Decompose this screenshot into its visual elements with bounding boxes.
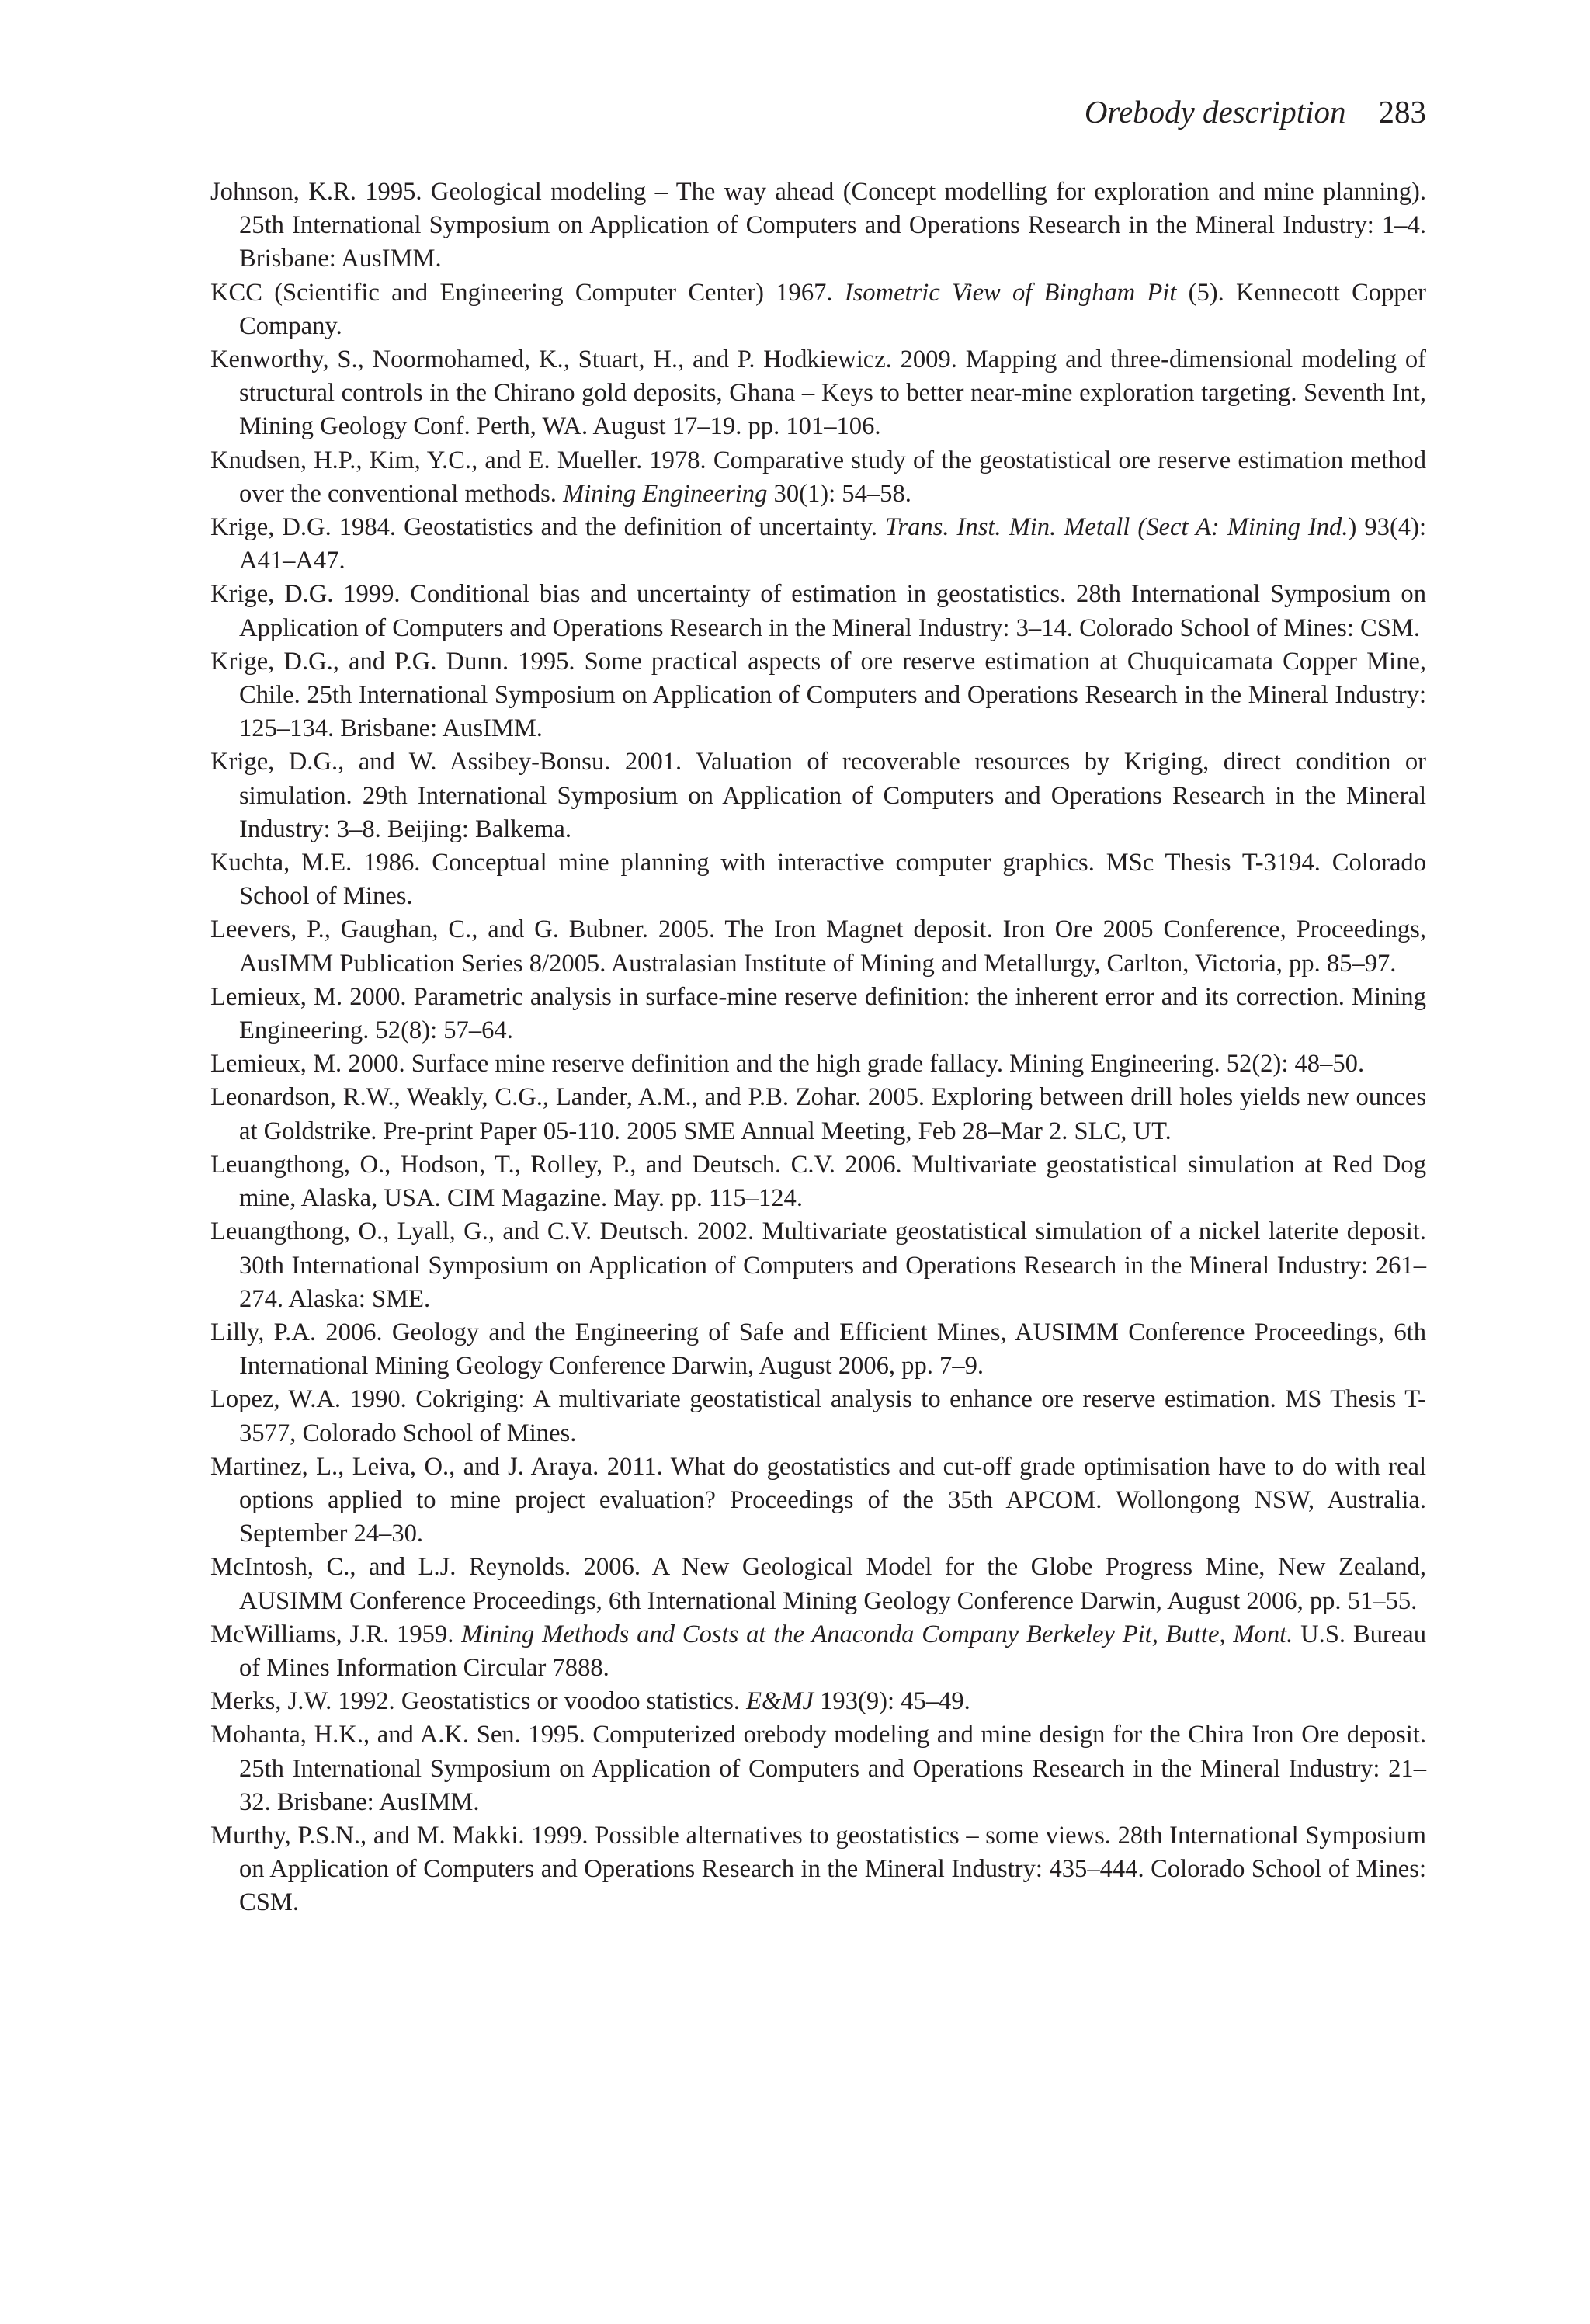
reference-italic-title: Mining Methods and Costs at the Anaconda Company Berkeley Pit, Butte, Mont. <box>461 1620 1293 1648</box>
reference-italic-title: E&MJ <box>746 1687 814 1716</box>
reference-text: Martinez, L., Leiva, O., and J. Araya. 2011. What do geostatistics and cut-off grade optimisation have to do with real options applied to mine project evaluation? Proceedings of the 35th APCOM. Wollongong NSW, Australia. September 24–30. <box>210 1452 1426 1548</box>
reference-text: Krige, D.G., and W. Assibey-Bonsu. 2001. Valuation of recoverable resources by Kriging, direct condition or simulation. 29th International Symposium on Application of Computers and Operations Research in the Mineral Industry: 3–8. Beijing: Balkema. <box>210 748 1426 843</box>
reference-text: KCC (Scientific and Engineering Computer Center) 1967. <box>210 278 845 307</box>
reference-text: Mohanta, H.K., and A.K. Sen. 1995. Computerized orebody modeling and mine design for the Chira Iron Ore deposit. 25th International Symposium on Application of Computers and Operations Research in the Mineral Industry: 21–32. Brisbane: AusIMM. <box>210 1721 1426 1816</box>
reference-entry <box>210 745 1426 846</box>
reference-entry <box>210 1819 1426 1920</box>
reference-entry <box>210 444 1426 511</box>
reference-text: Lilly, P.A. 2006. Geology and the Engineering of Safe and Efficient Mines, AUSIMM Conference Proceedings, 6th International Mining Geology Conference Darwin, August 2006, pp. 7–9. <box>210 1318 1426 1381</box>
reference-text: U.S. Bureau of Mines Information Circular 7888. <box>239 1620 1426 1682</box>
reference-text: Leuangthong, O., Hodson, T., Rolley, P., and Deutsch. C.V. 2006. Multivariate geostatistical simulation at Red Dog mine, Alaska, USA. CIM Magazine. May. pp. 115–124. <box>210 1150 1426 1213</box>
reference-entry <box>210 276 1426 343</box>
reference-text: Krige, D.G. 1984. Geostatistics and the definition of uncertainty. <box>210 513 886 542</box>
reference-entry <box>210 1718 1426 1819</box>
reference-entry <box>210 1685 1426 1718</box>
reference-entry <box>210 1148 1426 1215</box>
reference-entry <box>210 981 1426 1047</box>
reference-entry <box>210 1618 1426 1685</box>
reference-list <box>210 175 1426 1920</box>
reference-text: McIntosh, C., and L.J. Reynolds. 2006. A New Geological Model for the Globe Progress Mine, New Zealand, AUSIMM Conference Proceedings, 6th International Mining Geology Conference Darwin, August 2006, pp. 51–55. <box>210 1553 1426 1615</box>
reference-entry <box>210 1316 1426 1383</box>
reference-text: (5). Kennecott Copper Company. <box>239 278 1426 340</box>
reference-entry <box>210 1081 1426 1148</box>
reference-entry <box>210 578 1426 644</box>
reference-text: Johnson, K.R. 1995. Geological modeling – The way ahead (Concept modelling for exploration and mine planning). 25th International Symposium on Application of Computers and Operations Research in the Mineral Industry: 1–4. Brisbane: AusIMM. <box>210 178 1426 273</box>
reference-text: 193(9): 45–49. <box>813 1687 970 1716</box>
reference-text: Leonardson, R.W., Weakly, C.G., Lander, A.M., and P.B. Zohar. 2005. Exploring between drill holes yields new ounces at Goldstrike. Pre-print Paper 05-110. 2005 SME Annual Meeting, Feb 28–Mar 2. SLC, UT. <box>210 1083 1426 1145</box>
reference-entry <box>210 343 1426 444</box>
reference-entry <box>210 645 1426 746</box>
reference-text: ) 93(4): A41–A47. <box>239 513 1426 575</box>
reference-entry <box>210 175 1426 276</box>
reference-entry <box>210 1450 1426 1551</box>
reference-text: Leuangthong, O., Lyall, G., and C.V. Deutsch. 2002. Multivariate geostatistical simulation of a nickel laterite deposit. 30th International Symposium on Application of Computers and Operations Research in the Mineral Industry: 261–274. Alaska: SME. <box>210 1218 1426 1313</box>
reference-text: Kuchta, M.E. 1986. Conceptual mine planning with interactive computer graphics. MSc Thesis T-3194. Colorado School of Mines. <box>210 849 1426 911</box>
reference-text: Knudsen, H.P., Kim, Y.C., and E. Mueller. 1978. Comparative study of the geostatistical ore reserve estimation method over the conventional methods. <box>210 446 1426 508</box>
reference-entry <box>210 1215 1426 1316</box>
reference-text: Krige, D.G., and P.G. Dunn. 1995. Some practical aspects of ore reserve estimation at Chuquicamata Copper Mine, Chile. 25th International Symposium on Application of Computers and Operations Research in the Mineral Industry: 125–134. Brisbane: AusIMM. <box>210 647 1426 743</box>
reference-entry <box>210 1551 1426 1617</box>
reference-text: Merks, J.W. 1992. Geostatistics or voodoo statistics. <box>210 1687 747 1716</box>
reference-text: 30(1): 54–58. <box>767 479 911 508</box>
reference-entry <box>210 1383 1426 1450</box>
reference-text: Murthy, P.S.N., and M. Makki. 1999. Possible alternatives to geostatistics – some views. 28th International Symposium on Application of Computers and Operations Research in the Mineral Industry: 435–444. Colorado School of Mines: CSM. <box>210 1821 1426 1917</box>
page-number: 283 <box>1378 94 1426 130</box>
reference-text: Kenworthy, S., Noormohamed, K., Stuart, H., and P. Hodkiewicz. 2009. Mapping and three-dimensional modeling of structural controls in the Chirano gold deposits, Ghana – Keys to better near-mine exploration targeting. Seventh Int, Mining Geology Conf. Perth, WA. August 17–19. pp. 101–106. <box>210 346 1426 441</box>
reference-entry <box>210 511 1426 578</box>
reference-italic-title: Mining Engineering <box>563 479 768 508</box>
reference-text: Lemieux, M. 2000. Parametric analysis in surface-mine reserve definition: the inherent error and its correction. Mining Engineering. 52(8): 57–64. <box>210 982 1426 1045</box>
running-head <box>1085 92 1426 132</box>
reference-text: Lemieux, M. 2000. Surface mine reserve definition and the high grade fallacy. Mining Engineering. 52(2): 48–50. <box>210 1050 1365 1079</box>
reference-text: McWilliams, J.R. 1959. <box>210 1620 462 1648</box>
reference-italic-title: Isometric View of Bingham Pit <box>844 278 1177 307</box>
reference-entry <box>210 913 1426 980</box>
reference-italic-title: Trans. Inst. Min. Metall (Sect A: Mining Ind. <box>885 513 1349 542</box>
reference-entry <box>210 1047 1426 1081</box>
running-title: Orebody description <box>1084 94 1346 130</box>
reference-text: Lopez, W.A. 1990. Cokriging: A multivariate geostatistical analysis to enhance ore reserve estimation. MS Thesis T-3577, Colorado School of Mines. <box>210 1385 1426 1447</box>
reference-entry <box>210 846 1426 913</box>
reference-text: Leevers, P., Gaughan, C., and G. Bubner. 2005. The Iron Magnet deposit. Iron Ore 2005 Conference, Proceedings, AusIMM Publication Series 8/2005. Australasian Institute of Mining and Metallurgy, Carlton, Victoria, pp. 85–97. <box>210 915 1426 978</box>
reference-text: Krige, D.G. 1999. Conditional bias and uncertainty of estimation in geostatistics. 28th International Symposium on Application of Computers and Operations Research in the Mineral Industry: 3–14. Colorado School of Mines: CSM. <box>210 580 1426 642</box>
